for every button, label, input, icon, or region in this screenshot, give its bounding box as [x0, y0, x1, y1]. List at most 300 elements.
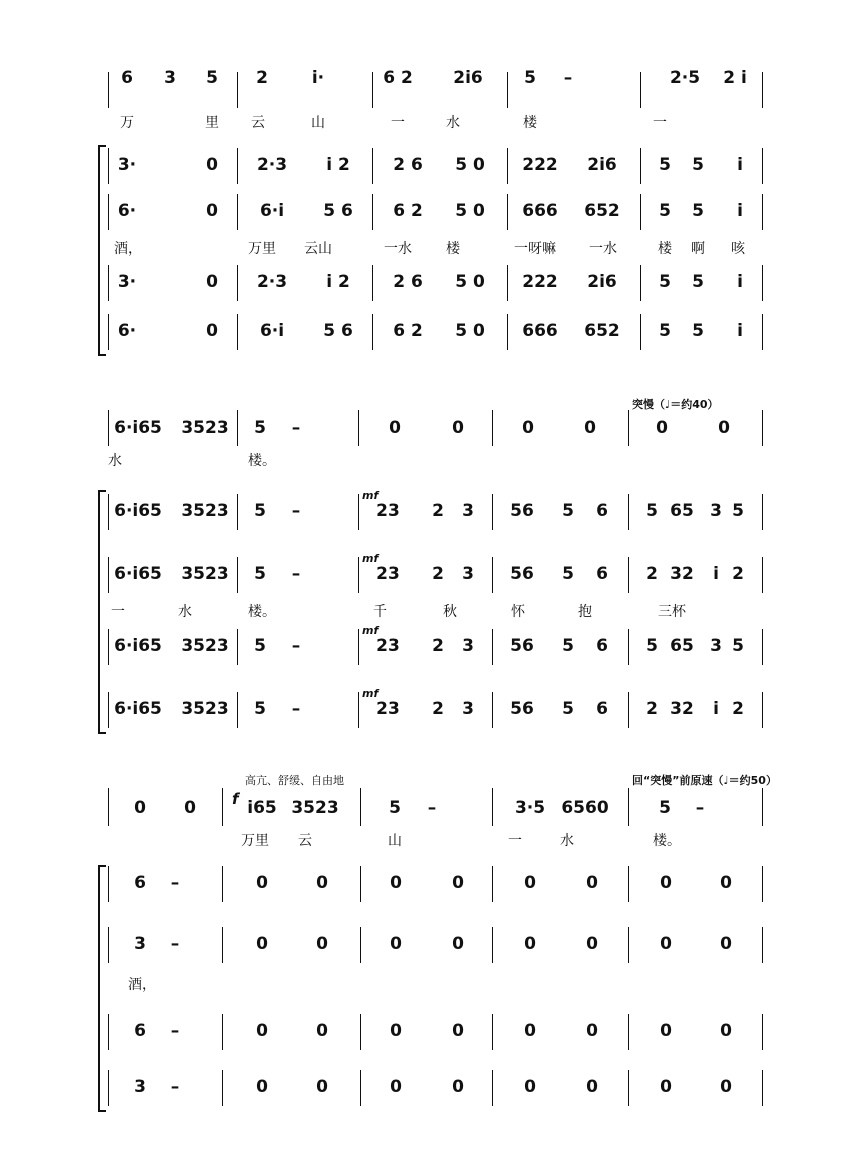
note: 5 — [562, 564, 574, 584]
note: 6 — [596, 564, 608, 584]
note: 5 — [659, 155, 671, 175]
note: 5 — [562, 636, 574, 656]
note: 0 — [452, 1021, 464, 1041]
barline — [762, 194, 763, 230]
note: 0 — [390, 1021, 402, 1041]
dynamic-marking: mf — [362, 489, 379, 502]
note: 6560 — [561, 798, 609, 818]
barline — [222, 1014, 223, 1050]
tempo-marking: 回“突慢”前原速（♩＝约50） — [632, 774, 777, 787]
barline — [762, 410, 763, 446]
barline — [360, 866, 361, 902]
barline — [628, 629, 629, 665]
barline — [492, 1014, 493, 1050]
lyric: 酒， — [128, 977, 156, 993]
note: 6·i — [259, 321, 285, 341]
note: 6·i — [259, 201, 285, 221]
barline — [762, 866, 763, 902]
note: 5 — [659, 272, 671, 292]
barline — [628, 494, 629, 530]
note: 0 — [586, 1021, 598, 1041]
lyric: 楼。 — [248, 604, 276, 620]
note: – — [291, 501, 301, 521]
note: – — [291, 636, 301, 656]
note: 3 — [134, 1077, 146, 1097]
barline — [762, 927, 763, 963]
barline — [628, 692, 629, 728]
note: 2·3 — [256, 272, 288, 292]
note: 3 — [462, 636, 474, 656]
note: 0 — [206, 155, 218, 175]
note: 3 — [710, 501, 722, 521]
note: 0 — [586, 1077, 598, 1097]
lyric: 三杯 — [658, 604, 686, 620]
barline — [640, 265, 641, 301]
note: 0 — [389, 418, 401, 438]
note: 6 — [596, 501, 608, 521]
note: 2 — [432, 699, 444, 719]
barline — [762, 692, 763, 728]
note: 3 — [462, 564, 474, 584]
barline — [492, 494, 493, 530]
lyric: 一水 — [384, 241, 412, 257]
barline — [358, 692, 359, 728]
note: 3523 — [181, 501, 229, 521]
lyric: 水 — [178, 604, 192, 620]
barline — [628, 1014, 629, 1050]
note: 23 — [376, 501, 400, 521]
lyric: 一水 — [589, 241, 617, 257]
barline — [237, 314, 238, 350]
note: 0 — [256, 934, 268, 954]
note: 2 — [432, 564, 444, 584]
note: – — [170, 1021, 180, 1041]
lyric: 咳 — [731, 241, 745, 257]
dynamic-marking: mf — [362, 687, 379, 700]
note: – — [170, 1077, 180, 1097]
note: – — [427, 798, 437, 818]
note: 0 — [452, 1077, 464, 1097]
barline — [237, 72, 238, 108]
note: 5 6 — [323, 321, 353, 341]
barline — [507, 72, 508, 108]
note: 5 — [562, 501, 574, 521]
barline — [492, 1070, 493, 1106]
barline — [108, 866, 109, 902]
lyric: 千 — [373, 604, 387, 620]
lyric: 万里 — [248, 241, 276, 257]
barline — [372, 314, 373, 350]
note: 0 — [586, 934, 598, 954]
barline — [237, 629, 238, 665]
barline — [360, 927, 361, 963]
barline — [492, 788, 493, 826]
barline — [222, 1070, 223, 1106]
barline — [360, 1014, 361, 1050]
note: 0 — [452, 873, 464, 893]
note: 32 — [670, 564, 694, 584]
barline — [628, 866, 629, 902]
barline — [237, 692, 238, 728]
barline — [762, 1070, 763, 1106]
note: 5 — [254, 636, 266, 656]
choir-brace — [98, 145, 106, 356]
note: 5 6 — [323, 201, 353, 221]
barline — [507, 194, 508, 230]
barline — [108, 927, 109, 963]
barline — [108, 314, 109, 350]
lyric: 抱 — [578, 604, 592, 620]
note: 5 0 — [455, 201, 485, 221]
note: 3· — [117, 155, 137, 175]
note: 5 — [524, 68, 536, 88]
note: 6 — [596, 699, 608, 719]
note: 6· — [117, 321, 137, 341]
note: 23 — [376, 699, 400, 719]
barline — [492, 410, 493, 446]
barline — [108, 72, 109, 108]
note: 0 — [660, 1077, 672, 1097]
note: – — [695, 798, 705, 818]
note: 0 — [316, 873, 328, 893]
barline — [237, 557, 238, 593]
barline — [222, 866, 223, 902]
barline — [507, 148, 508, 184]
barline — [372, 148, 373, 184]
lyric: 山 — [311, 115, 325, 131]
barline — [492, 866, 493, 902]
note: 0 — [524, 1077, 536, 1097]
dynamic-marking: mf — [362, 552, 379, 565]
note: 0 — [720, 1077, 732, 1097]
lyric: 楼 — [446, 241, 460, 257]
barline — [222, 927, 223, 963]
barline — [108, 692, 109, 728]
note: 0 — [316, 1021, 328, 1041]
barline — [628, 1070, 629, 1106]
lyric: 楼 — [658, 241, 672, 257]
note: 222 — [522, 272, 558, 292]
note: – — [563, 68, 573, 88]
note: 0 — [316, 934, 328, 954]
lyric: 怀 — [511, 604, 525, 620]
note: 6 — [121, 68, 133, 88]
note: i — [713, 564, 719, 584]
note: 0 — [206, 272, 218, 292]
note: 0 — [718, 418, 730, 438]
note: 3 — [462, 501, 474, 521]
note: 5 — [692, 272, 704, 292]
note: 3 — [710, 636, 722, 656]
barline — [372, 72, 373, 108]
note: 65 — [670, 636, 694, 656]
note: 56 — [510, 699, 534, 719]
note: 3 — [164, 68, 176, 88]
note: 2·5 — [669, 68, 701, 88]
barline — [108, 557, 109, 593]
barline — [762, 1014, 763, 1050]
note: i 2 — [326, 272, 350, 292]
note: i 2 — [326, 155, 350, 175]
note: 0 — [316, 1077, 328, 1097]
barline — [492, 629, 493, 665]
lyric: 酒， — [114, 241, 142, 257]
note: – — [170, 934, 180, 954]
lyric: 一呀嘛 — [514, 241, 556, 257]
barline — [237, 265, 238, 301]
lyric: 楼 — [523, 115, 537, 131]
note: 0 — [524, 873, 536, 893]
barline — [237, 148, 238, 184]
note: 0 — [584, 418, 596, 438]
barline — [358, 557, 359, 593]
note: 5 — [659, 201, 671, 221]
lyric: 云山 — [304, 241, 332, 257]
barline — [108, 194, 109, 230]
barline — [628, 557, 629, 593]
note: 5 — [692, 201, 704, 221]
barline — [628, 788, 629, 826]
note: i — [737, 321, 743, 341]
note: i — [737, 155, 743, 175]
lyric: 楼。 — [248, 453, 276, 469]
note: 0 — [206, 321, 218, 341]
note: 3· — [117, 272, 137, 292]
lyric: 水 — [560, 833, 574, 849]
note: 5 — [389, 798, 401, 818]
note: 23 — [376, 636, 400, 656]
lyric: 一 — [653, 115, 667, 131]
dynamic-marking: f — [232, 790, 239, 808]
barline — [108, 410, 109, 446]
note: 3523 — [291, 798, 339, 818]
barline — [108, 494, 109, 530]
lyric: 一 — [111, 604, 125, 620]
note: 6·i65 — [114, 636, 162, 656]
choir-brace — [98, 865, 106, 1112]
note: 2 — [732, 564, 744, 584]
note: 5 — [254, 418, 266, 438]
note: 652 — [584, 201, 620, 221]
barline — [762, 788, 763, 826]
barline — [628, 927, 629, 963]
note: i — [737, 272, 743, 292]
choir-brace — [98, 490, 106, 734]
note: 3523 — [181, 564, 229, 584]
barline — [108, 1070, 109, 1106]
note: 3523 — [181, 418, 229, 438]
barline — [237, 194, 238, 230]
note: i· — [311, 68, 325, 88]
note: 5 — [254, 564, 266, 584]
barline — [507, 265, 508, 301]
note: 0 — [452, 418, 464, 438]
barline — [108, 788, 109, 826]
barline — [237, 410, 238, 446]
lyric: 万里 — [241, 833, 269, 849]
note: 0 — [256, 1021, 268, 1041]
note: 666 — [522, 321, 558, 341]
note: 2 — [646, 564, 658, 584]
barline — [237, 494, 238, 530]
tempo-marking: 突慢（♩＝约40） — [632, 398, 719, 411]
barline — [108, 629, 109, 665]
barline — [222, 788, 223, 826]
note: 5 — [254, 501, 266, 521]
barline — [358, 494, 359, 530]
note: 32 — [670, 699, 694, 719]
note: 56 — [510, 501, 534, 521]
lyric: 楼。 — [653, 833, 681, 849]
note: 5 — [206, 68, 218, 88]
note: 5 — [732, 636, 744, 656]
note: 5 0 — [455, 272, 485, 292]
note: 0 — [656, 418, 668, 438]
barline — [492, 557, 493, 593]
barline — [108, 265, 109, 301]
note: 5 — [646, 501, 658, 521]
barline — [360, 788, 361, 826]
barline — [372, 194, 373, 230]
note: 0 — [522, 418, 534, 438]
expression-marking: 高亢、舒缓、自由地 — [245, 774, 344, 787]
barline — [628, 410, 629, 446]
barline — [372, 265, 373, 301]
note: 0 — [586, 873, 598, 893]
note: i65 — [247, 798, 277, 818]
note: 3·5 — [514, 798, 546, 818]
note: 56 — [510, 564, 534, 584]
note: 2 — [646, 699, 658, 719]
lyric: 一 — [508, 833, 522, 849]
note: 5 — [646, 636, 658, 656]
barline — [640, 194, 641, 230]
barline — [358, 410, 359, 446]
note: 6 2 — [393, 201, 423, 221]
lyric: 啊 — [691, 241, 705, 257]
note: 6·i65 — [114, 699, 162, 719]
note: 2·3 — [256, 155, 288, 175]
note: 23 — [376, 564, 400, 584]
note: 6 — [134, 1021, 146, 1041]
note: 6·i65 — [114, 501, 162, 521]
note: 0 — [134, 798, 146, 818]
note: 0 — [184, 798, 196, 818]
note: 0 — [206, 201, 218, 221]
note: 3523 — [181, 636, 229, 656]
note: 2 — [432, 636, 444, 656]
note: i — [737, 201, 743, 221]
note: 5 — [732, 501, 744, 521]
barline — [762, 148, 763, 184]
note: 2 — [732, 699, 744, 719]
note: 0 — [720, 934, 732, 954]
note: 6 2 — [383, 68, 413, 88]
lyric: 水 — [446, 115, 460, 131]
note: 0 — [390, 873, 402, 893]
note: 0 — [524, 1021, 536, 1041]
barline — [640, 72, 641, 108]
note: 6· — [117, 201, 137, 221]
barline — [492, 927, 493, 963]
barline — [360, 1070, 361, 1106]
note: 0 — [390, 1077, 402, 1097]
note: 6·i65 — [114, 564, 162, 584]
note: 652 — [584, 321, 620, 341]
note: 3 — [462, 699, 474, 719]
note: 3523 — [181, 699, 229, 719]
note: 0 — [256, 1077, 268, 1097]
note: – — [291, 418, 301, 438]
barline — [492, 692, 493, 728]
note: 5 — [692, 321, 704, 341]
barline — [762, 557, 763, 593]
note: 666 — [522, 201, 558, 221]
barline — [108, 1014, 109, 1050]
lyric: 一 — [391, 115, 405, 131]
note: 0 — [256, 873, 268, 893]
note: 2 6 — [393, 272, 423, 292]
barline — [762, 494, 763, 530]
barline — [640, 148, 641, 184]
note: 222 — [522, 155, 558, 175]
note: 2 — [256, 68, 268, 88]
note: 5 — [254, 699, 266, 719]
note: 2i6 — [587, 155, 617, 175]
lyric: 云 — [298, 833, 312, 849]
barline — [507, 314, 508, 350]
note: 2 — [432, 501, 444, 521]
barline — [762, 265, 763, 301]
lyric: 里 — [205, 115, 219, 131]
note: 6 2 — [393, 321, 423, 341]
note: 5 — [659, 798, 671, 818]
note: 2 6 — [393, 155, 423, 175]
note: 6 — [134, 873, 146, 893]
note: 2i6 — [453, 68, 483, 88]
dynamic-marking: mf — [362, 624, 379, 637]
note: – — [291, 699, 301, 719]
barline — [762, 629, 763, 665]
note: 5 — [562, 699, 574, 719]
note: – — [291, 564, 301, 584]
note: 0 — [524, 934, 536, 954]
note: 3 — [134, 934, 146, 954]
note: 6 — [596, 636, 608, 656]
barline — [358, 629, 359, 665]
note: 0 — [720, 873, 732, 893]
note: 5 0 — [455, 155, 485, 175]
note: 5 0 — [455, 321, 485, 341]
note: 0 — [720, 1021, 732, 1041]
barline — [108, 148, 109, 184]
note: 0 — [660, 1021, 672, 1041]
note: 56 — [510, 636, 534, 656]
note: 2i6 — [587, 272, 617, 292]
barline — [762, 314, 763, 350]
note: 5 — [692, 155, 704, 175]
note: – — [170, 873, 180, 893]
note: 0 — [390, 934, 402, 954]
note: 6·i65 — [114, 418, 162, 438]
note: 0 — [660, 934, 672, 954]
lyric: 云 — [251, 115, 265, 131]
note: 2 i — [723, 68, 747, 88]
note: 5 — [659, 321, 671, 341]
note: i — [713, 699, 719, 719]
note: 0 — [452, 934, 464, 954]
barline — [640, 314, 641, 350]
